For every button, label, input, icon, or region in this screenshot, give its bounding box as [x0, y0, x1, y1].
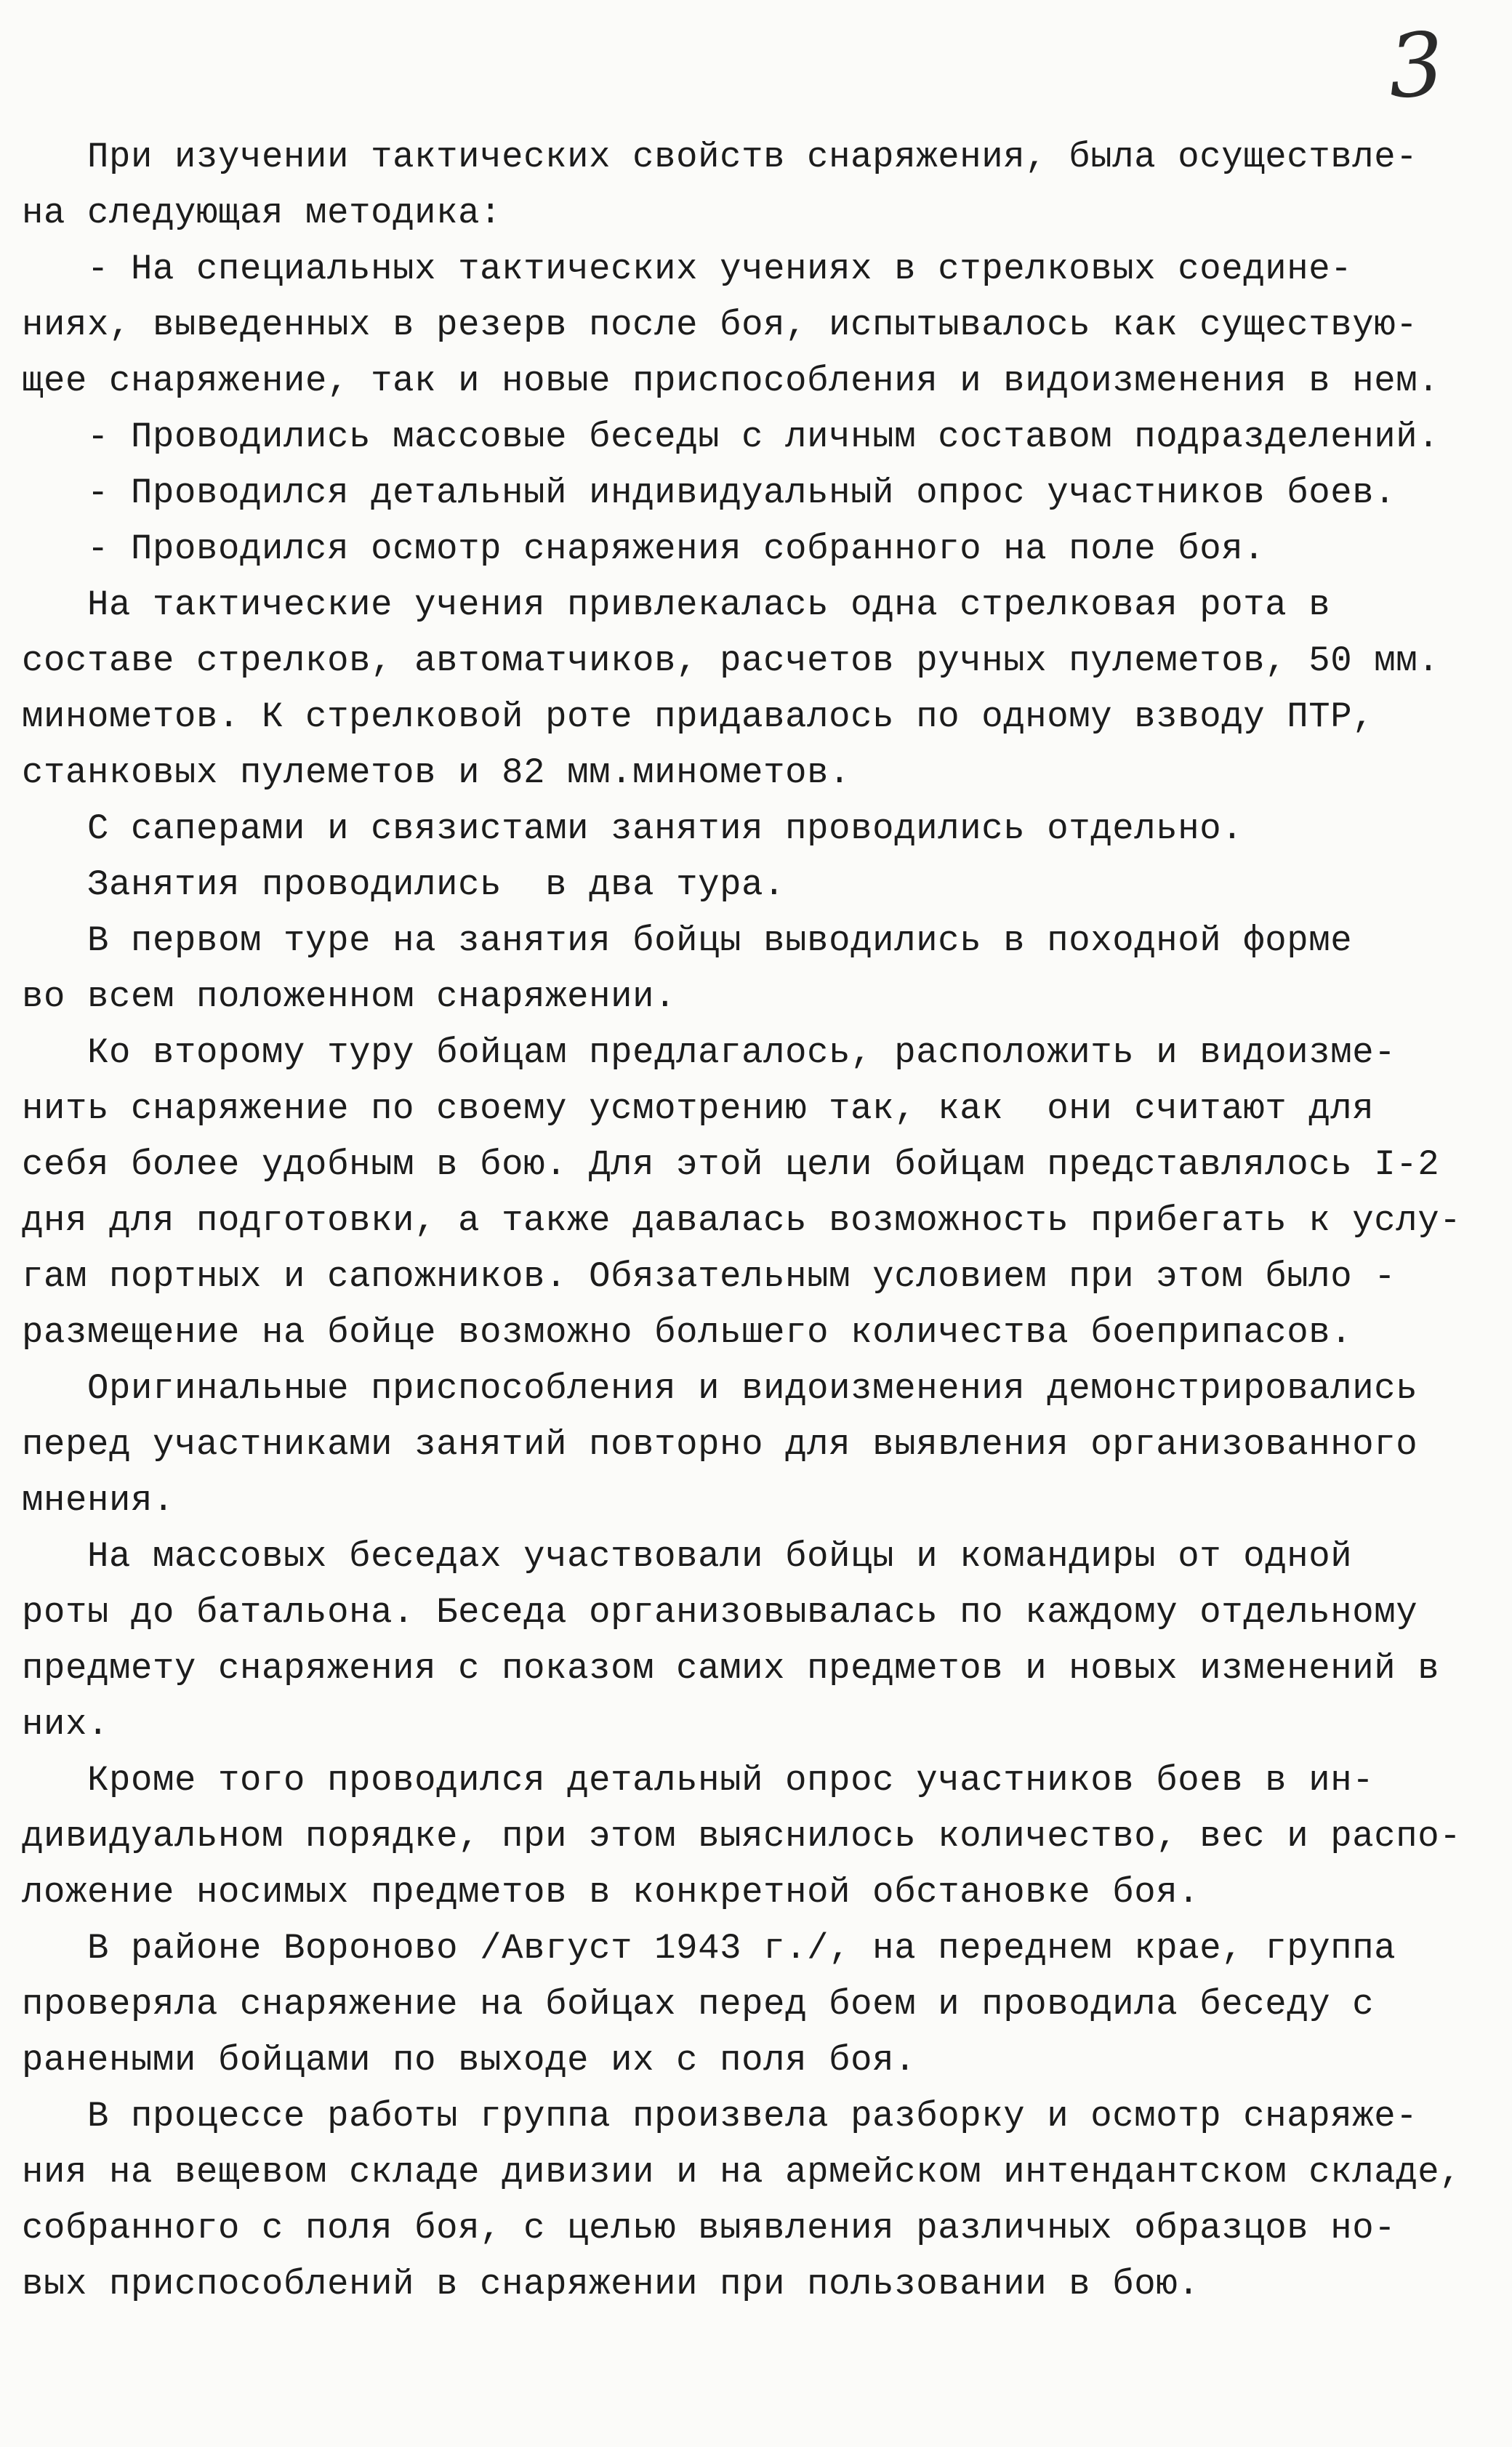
- text-line: мнения.: [22, 1480, 175, 1521]
- text-line: В процессе работы группа произвела разборку и осмотр снаряже-: [22, 2096, 1418, 2137]
- text-line: дивидуальном порядке, при этом выяснилось количество, вес и распо-: [22, 1816, 1462, 1857]
- text-line: На тактические учения привлекалась одна стрелковая рота в: [22, 584, 1331, 625]
- text-line: В первом туре на занятия бойцы выводились в походной форме: [22, 920, 1353, 961]
- text-line: собранного с поля боя, с целью выявления различных образцов но-: [22, 2208, 1396, 2249]
- text-line: ложение носимых предметов в конкретной обстановке боя.: [22, 1872, 1200, 1913]
- text-line: проверяла снаряжение на бойцах перед боем и проводила беседу с: [22, 1984, 1375, 2025]
- text-line: минометов. К стрелковой роте придавалось по одному взводу ПТР,: [22, 696, 1375, 737]
- text-line: щее снаряжение, так и новые приспособления и видоизменения в нем.: [22, 361, 1440, 401]
- text-line: - Проводились массовые беседы с личным составом подразделений.: [22, 417, 1440, 457]
- text-line: При изучении тактических свойств снаряжения, была осуществле-: [22, 137, 1418, 177]
- text-line: Занятия проводились в два тура.: [22, 864, 786, 905]
- text-line: - Проводился детальный индивидуальный опрос участников боев.: [22, 473, 1396, 513]
- text-line: Ко второму туру бойцам предлагалось, расположить и видоизме-: [22, 1032, 1396, 1073]
- text-line: на следующая методика:: [22, 193, 502, 233]
- text-line: нить снаряжение по своему усмотрению так, как они считают для: [22, 1088, 1375, 1129]
- text-line: составе стрелков, автоматчиков, расчетов ручных пулеметов, 50 мм.: [22, 640, 1440, 681]
- text-line: них.: [22, 1704, 110, 1745]
- text-line: перед участниками занятий повторно для выявления организованного: [22, 1424, 1418, 1465]
- text-line: На массовых беседах участвовали бойцы и командиры от одной: [22, 1536, 1353, 1577]
- text-line: ниях, выведенных в резерв после боя, испытывалось как существую-: [22, 305, 1418, 345]
- text-line: ния на вещевом складе дивизии и на армейском интендантском складе,: [22, 2152, 1462, 2193]
- text-line: размещение на бойце возможно большего количества боеприпасов.: [22, 1312, 1353, 1353]
- text-line: Оригинальные приспособления и видоизменения демонстрировались: [22, 1368, 1418, 1409]
- text-line: гам портных и сапожников. Обязательным условием при этом было -: [22, 1256, 1396, 1297]
- text-line: В районе Вороново /Август 1943 г./, на переднем крае, группа: [22, 1928, 1396, 1969]
- text-line: предмету снаряжения с показом самих предметов и новых изменений в: [22, 1648, 1440, 1689]
- body-text: [22, 129, 1490, 2313]
- text-line: - Проводился осмотр снаряжения собранного на поле боя.: [22, 529, 1266, 569]
- text-line: вых приспособлений в снаряжении при пользовании в бою.: [22, 2264, 1200, 2305]
- text-line: станковых пулеметов и 82 мм.минометов.: [22, 752, 851, 793]
- text-line: роты до батальона. Беседа организовывалась по каждому отдельному: [22, 1592, 1418, 1633]
- text-line: С саперами и связистами занятия проводились отдельно.: [22, 808, 1244, 849]
- text-line: ранеными бойцами по выходе их с поля боя.: [22, 2040, 917, 2081]
- text-line: Кроме того проводился детальный опрос участников боев в ин-: [22, 1760, 1375, 1801]
- text-line: себя более удобным в бою. Для этой цели бойцам представлялось I-2: [22, 1144, 1440, 1185]
- page-number: 3: [1385, 14, 1448, 119]
- text-line: - На специальных тактических учениях в стрелковых соедине-: [22, 249, 1353, 289]
- text-line: во всем положенном снаряжении.: [22, 976, 677, 1017]
- text-line: дня для подготовки, а также давалась возможность прибегать к услу-: [22, 1200, 1462, 1241]
